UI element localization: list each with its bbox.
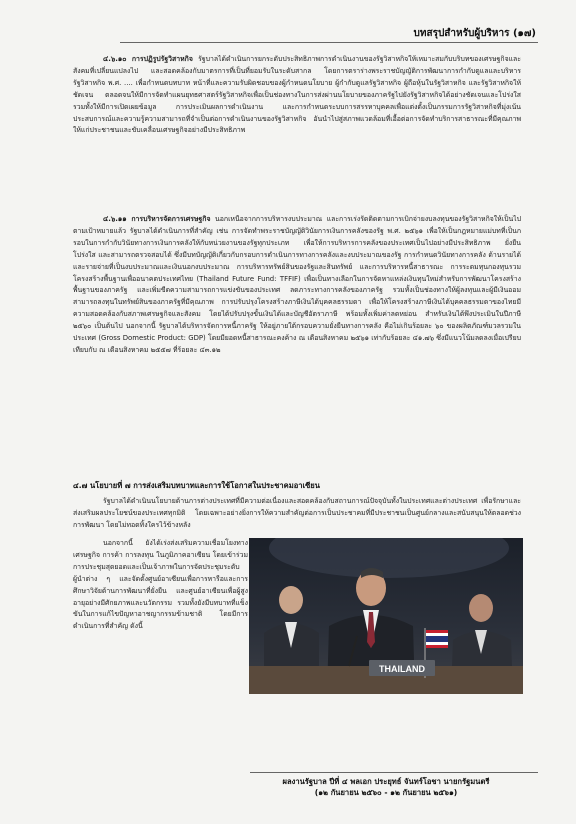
paragraph-lead: ๔.๖.๑๑ การบริหารจัดการเศรษฐกิจ: [103, 215, 211, 223]
header-title: บทสรุปสำหรับผู้บริหาร: [413, 28, 510, 39]
paragraph-lead: ๔.๖.๑๐ การปฏิรูปรัฐวิสาหกิจ: [103, 55, 193, 63]
paragraph-text: รัฐบาลได้ดำเนินการยกระดับประสิทธิภาพการดำเนินงานของรัฐวิสาหกิจให้เหมาะสมกับบริบทของเศรษฐกิจและสังคมที่เปลี่ยนแปลงไป และสอดคล้องกับมาตรการที่เป็นที่ยอมรับในระดับสากล โดยการตราร่างพระราชบัญญัติการพัฒนาการกำกับดูแลและบริหารรัฐวิสาหกิจ พ.ศ. .... เพื่อกำหนดบทบาท หน้าที่และความรับผิดชอบของผู้กำหนดนโยบาย ผู้กำกับดูแลรัฐวิสาหกิจ ผู้ถือหุ้นในรัฐวิสาหกิจ และรัฐวิสาหกิจให้ชัดเจน ตลอดจนให้มีการจัดทำแผนยุทธศาสตร์รัฐวิสาหกิจเพื่อเป็นช่องทางในการส่งผ่านนโยบายของภาครัฐไปยังรัฐวิสาหกิจได้อย่างชัดเจนและโปร่งใส รวมทั้งให้มีการเปิดเผยข้อมูล การประเมินผลการดำเนินงาน และการกำหนดระบบการสรรหาบุคคลเพื่อแต่งตั้งเป็นกรรมการรัฐวิสาหกิจที่มุ่งเน้นประสบการณ์และความรู้ความสามารถที่จำเป็นต่อการดำเนินงานของรัฐวิสาหกิจ อันนำไปสู่สภาพแวดล้อมที่เอื้อต่อการจัดทำบริการสาธารณะที่มีคุณภาพให้แก่ประชาชนและขับเคลื่อนเศรษฐกิจอย่างมีประสิทธิภาพ: [73, 55, 521, 135]
footer-line-1: ผลงานรัฐบาล ปีที่ ๔ พลเอก ประยุทธ์ จันทร์โอชา นายกรัฐมนตรี: [282, 777, 490, 786]
header-divider: [120, 42, 538, 43]
paragraph-asean-intro: [73, 496, 521, 532]
paragraph-asean-detail: [73, 538, 248, 763]
paragraph-economic-management: [73, 214, 521, 479]
paragraph-soe-reform: [73, 54, 521, 209]
page-number: (๑๗): [512, 28, 536, 39]
summit-photo-illustration: [249, 538, 523, 694]
paragraph-text: นอกเหนือจากการบริหารงบประมาณ และการเร่งรัดติดตามการเบิกจ่ายงบลงทุนของรัฐวิสาหกิจให้เป็นไปตามเป้าหมายแล้ว รัฐบาลได้ดำเนินการที่สำคัญ เช่น การจัดทำพระราชบัญญัติวินัยการเงินการคลังของรัฐ พ.ศ. ๒๕๖๑ เพื่อให้เป็นกฎหมายแม่บทที่เป็นกรอบในการกำกับวินัยทางการเงินการคลังให้กับหน่วยงานของรัฐทุกประเภท เพื่อให้การบริหารการคลังของประเทศเป็นไปอย่างมีประสิทธิภาพ ยั่งยืน โปร่งใส และสามารถตรวจสอบได้ ซึ่งมีบทบัญญัติเกี่ยวกับกรอบการดำเนินการทางการคลังและงบประมาณของรัฐ การกำหนดวินัยทางการคลัง ด้านรายได้และรายจ่ายที่เป็นงบประมาณและเงินนอกงบประมาณ การบริหารทรัพย์สินของรัฐและสินทรัพย์ และการบริหารหนี้สาธารณะ การระดมทุนกองทุนรวมโครงสร้างพื้นฐานเพื่ออนาคตประเทศไทย (Thailand Future Fund: TFFIF) เพื่อเป็นทางเลือกในการจัดหาแหล่งเงินทุนใหม่สำหรับการพัฒนาโครงสร้างพื้นฐานของภาครัฐ และเพิ่มขีดความสามารถการแข่งขันของประเทศ ลดภาระทางการคลังของภาครัฐ รวมทั้งเป็นช่องทางให้ผู้ลงทุนและผู้มีเงินออมสามารถลงทุนในทรัพย์สินของภาครัฐที่มีคุณภาพ การปรับปรุงโครงสร้างภาษีเงินได้บุคคลธรรมดา เพื่อให้โครงสร้างภาษีเงินได้บุคคลธรรมดาของไทยมีความสอดคล้องกับสภาพเศรษฐกิจและสังคม โดยได้ปรับปรุงขั้นเงินได้และบัญชีอัตราภาษี พร้อมทั้งเพิ่มค่าลดหย่อน สำหรับเงินได้พึงประเมินในปีภาษี ๒๕๖๐ เป็นต้นไป นอกจากนี้ รัฐบาลได้บริหารจัดการหนี้ภาครัฐ ให้อยู่ภายใต้กรอบความยั่งยืนทางการคลัง คือไม่เกินร้อยละ ๖๐ ของผลิตภัณฑ์มวลรวมในประเทศ (Gross Domestic Product: GDP) โดยมียอดหนี้สาธารณะคงค้าง ณ เดือนสิงหาคม ๒๕๖๑ เท่ากับร้อยละ ๔๑.๗๖ ซึ่งมีแนวโน้มลดลงเมื่อเปรียบเทียบกับ ณ เดือนสิงหาคม ๒๕๕๗ ที่ร้อยละ ๔๓.๑๒: [73, 215, 521, 354]
paragraph-text: นอกจากนี้ ยังได้เร่งส่งเสริมความเชื่อมโยงทางเศรษฐกิจ การค้า การลงทุน ในภูมิภาคอาเซียน โดยเข้าร่วมการประชุมสุดยอดและเป็นเจ้าภาพในการจัดประชุมระดับผู้นำต่าง ๆ และจัดตั้งศูนย์อาเซียนเพื่อการหารือและการศึกษาวิจัยด้านการพัฒนาที่ยั่งยืน และศูนย์อาเซียนเพื่อผู้สูงอายุอย่างมีศักยภาพและนวัตกรรม รวมทั้งยังมีบทบาทที่แข็งขันในการแก้ไขปัญหาอาชญากรรมข้ามชาติ โดยมีการดำเนินการที่สำคัญ ดังนี้: [73, 539, 248, 631]
section-heading: ๔.๗ นโยบายที่ ๗ การส่งเสริมบทบาทและการใช้โอกาสในประชาคมอาเซียน: [73, 481, 320, 490]
footer-divider: [250, 772, 538, 773]
footer-line-2: (๑๒ กันยายน ๒๕๖๐ - ๑๒ กันยายน ๒๕๖๑): [314, 788, 458, 797]
page-footer: [236, 776, 536, 798]
page-header: [414, 26, 536, 41]
paragraph-text: รัฐบาลได้ดำเนินนโยบายด้านการต่างประเทศที่มีความต่อเนื่องและสอดคล้องกับสถานการณ์ปัจจุบันทั้งในประเทศและต่างประเทศ เพื่อรักษาและส่งเสริมผลประโยชน์ของประเทศทุกมิติ โดยเฉพาะอย่างยิ่งการให้ความสำคัญต่อการเป็นประชาคมที่มีประชาชนเป็นศูนย์กลางและสนับสนุนให้ตลอดช่วงการพัฒนา โดยไม่ทอดทิ้งใครไว้ข้างหลัง: [73, 497, 521, 529]
nameplate-text: THAILAND: [379, 664, 425, 674]
summit-photo: [249, 538, 523, 694]
